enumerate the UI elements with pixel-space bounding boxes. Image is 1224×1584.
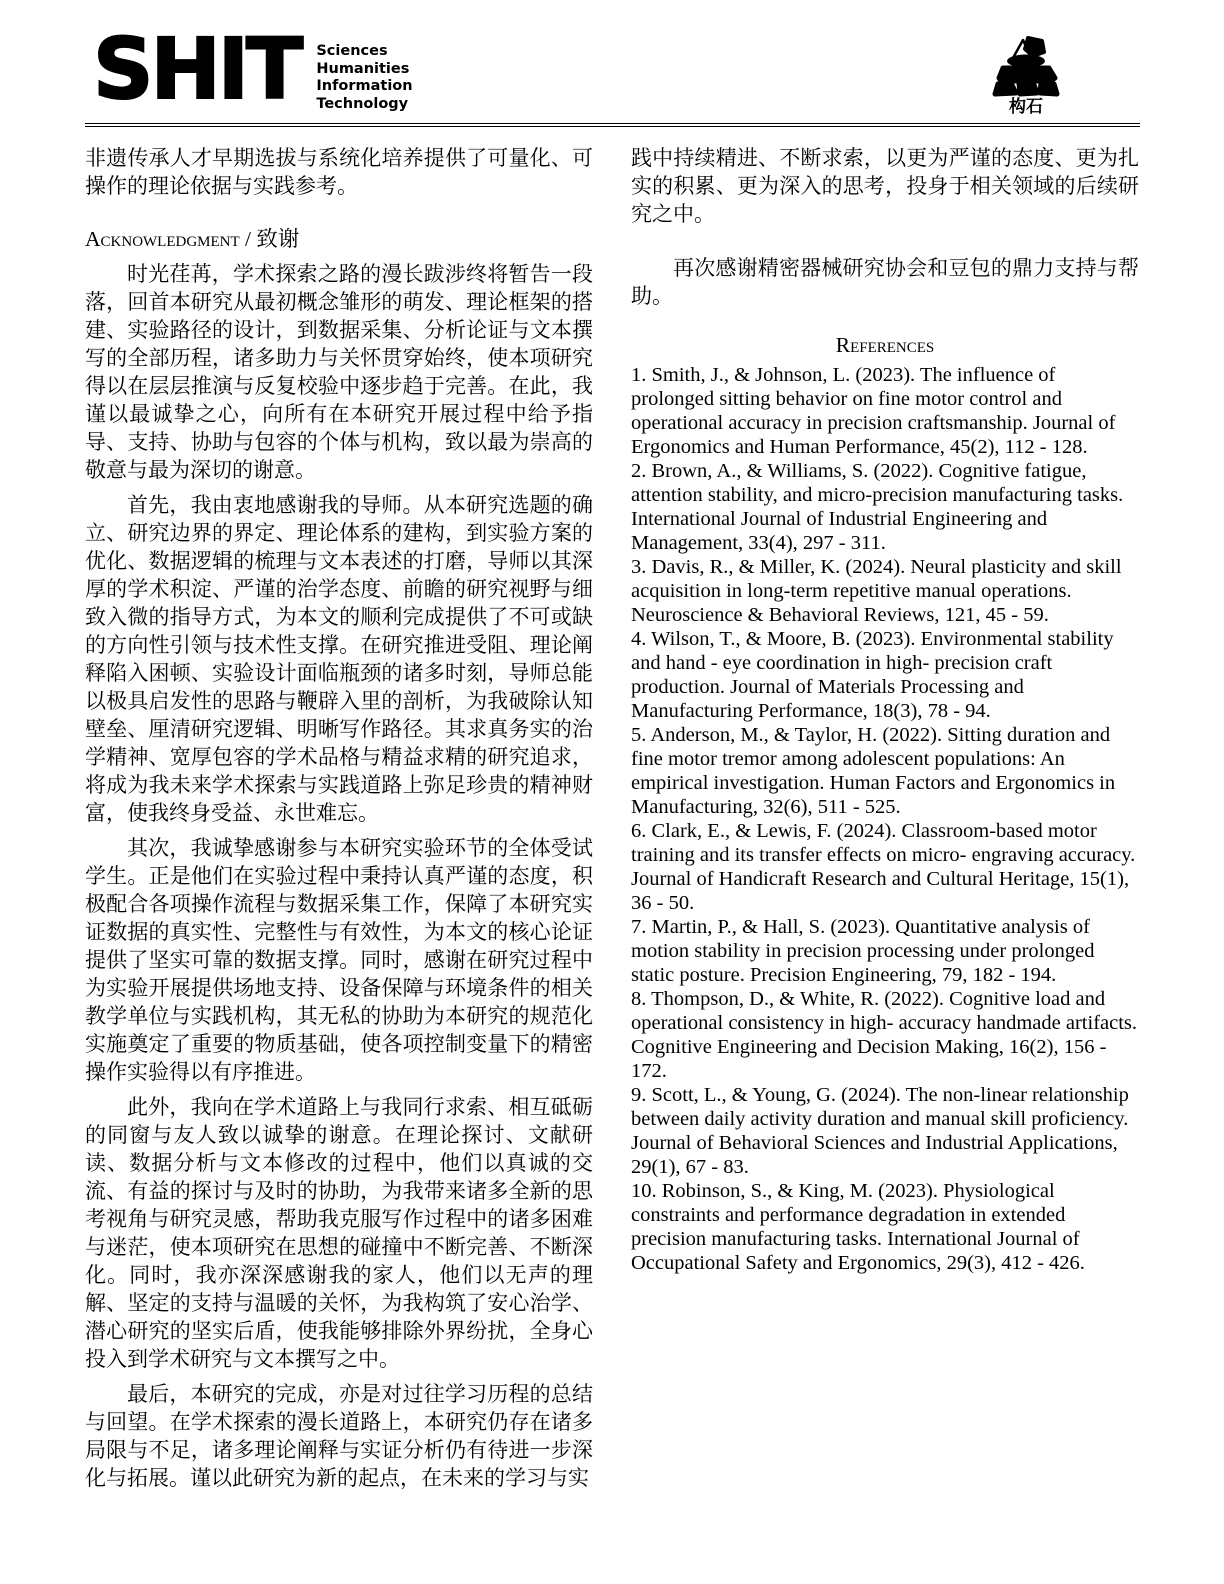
reference-item: 5. Anderson, M., & Taylor, H. (2022). Sitting duration and fine motor tremor among adolescent populations: An empirical investigation. Human Factors and Ergonomics in Manufacturing, 32(6), 511 - 525. bbox=[631, 724, 1116, 818]
journal-masthead bbox=[85, 20, 1140, 118]
reference-item: 10. Robinson, S., & King, M. (2023). Physiological constraints and performance degradation in extended precision manufacturing tasks. International Journal of Occupational Safety and Ergonomics, 29(3), 412 - 426. bbox=[631, 1180, 1085, 1274]
journal-logo-group bbox=[93, 20, 413, 118]
tagline-line: Humanities bbox=[316, 60, 410, 77]
reference-item: 7. Martin, P., & Hall, S. (2023). Quantitative analysis of motion stability in precision processing under prolonged static posture. Precision Engineering, 79, 182 - 194. bbox=[631, 916, 1095, 986]
acknowledgment-paragraph: 此外，我向在学术道路上与我同行求索、相互砥砺的同窗与友人致以诚挚的谢意。在理论探讨、文献研读、数据分析与文本修改的过程中，他们以真诚的交流、有益的探讨与及时的协助，为我带来诸多全新的思考视角与研究灵感，帮助我克服写作过程中的诸多困难与迷茫，使本项研究在思想的碰撞中不断完善、不断深化。同时，我亦深深感谢我的家人，他们以无声的理解、坚定的支持与温暖的关怀，为我构筑了安心治学、潜心研究的坚实后盾，使我能够排除外界纷扰，全身心投入到学术研究与文本撰写之中。 bbox=[85, 1095, 593, 1371]
publisher-block bbox=[984, 34, 1068, 116]
journal-logo: SHIT bbox=[93, 20, 301, 118]
reference-item: 4. Wilson, T., & Moore, B. (2023). Environmental stability and hand - eye coordination in high- precision craft production. Journal of Materials Processing and Manufacturing Performance, 18(3), 78 - 94. bbox=[631, 628, 1114, 722]
stone-stack-icon bbox=[987, 34, 1065, 98]
body-intro-paragraph: 非遗传承人才早期选拔与系统化培养提供了可量化、可操作的理论依据与实践参考。 bbox=[85, 146, 593, 198]
thanks-paragraph: 再次感谢精密器械研究协会和豆包的鼎力支持与帮助。 bbox=[631, 256, 1139, 308]
tagline-line: Sciences bbox=[316, 43, 388, 59]
reference-item: 6. Clark, E., & Lewis, F. (2024). Classroom-based motor training and its transfer effects on micro- engraving accuracy. Journal of Handicraft Research and Cultural Heritage, 15(1), 36 - 50. bbox=[631, 820, 1136, 914]
reference-item: 1. Smith, J., & Johnson, L. (2023). The influence of prolonged sitting behavior on fine motor control and operational accuracy in precision craftsmanship. Journal of Ergonomics and Human Performance, 45(2), 112 - 128. bbox=[631, 364, 1116, 458]
reference-item: 3. Davis, R., & Miller, K. (2024). Neural plasticity and skill acquisition in long-term repetitive manual operations. Neuroscience & Behavioral Reviews, 121, 45 - 59. bbox=[631, 556, 1122, 626]
acknowledgment-paragraph: 首先，我由衷地感谢我的导师。从本研究选题的确立、研究边界的界定、理论体系的建构，到实验方案的优化、数据逻辑的梳理与文本表述的打磨，导师以其深厚的学术积淀、严谨的治学态度、前瞻的研究视野与细致入微的指导方式，为本文的顺利完成提供了不可或缺的方向性引领与技术性支撑。在研究推进受阻、理论阐释陷入困顿、实验设计面临瓶颈的诸多时刻，导师总能以极具启发性的思路与鞭辟入里的剖析，为我破除认知壁垒、厘清研究逻辑、明晰写作路径。其求真务实的治学精神、宽厚包容的学术品格与精益求精的研究追求，将成为我未来学术探索与实践道路上弥足珍贵的精神财富，使我终身受益、永世难忘。 bbox=[85, 493, 593, 825]
left-column bbox=[85, 144, 593, 1492]
publisher-mark: 构石 bbox=[1009, 97, 1043, 117]
header-rule bbox=[85, 123, 1140, 127]
reference-item: 8. Thompson, D., & White, R. (2022). Cognitive load and operational consistency in high- accuracy handmade artifacts. Cognitive Engineering and Decision Making, 16(2), 156 - 172. bbox=[631, 988, 1138, 1082]
two-column-body bbox=[85, 144, 1140, 1492]
continuation-paragraph: 践中持续精进、不断求索，以更为严谨的态度、更为扎实的积累、更为深入的思考，投身于相关领域的后续研究之中。 bbox=[631, 146, 1139, 226]
right-column bbox=[631, 144, 1139, 1492]
references-heading: References bbox=[835, 333, 935, 357]
references-list bbox=[631, 363, 1139, 1275]
reference-item: 9. Scott, L., & Young, G. (2024). The non-linear relationship between daily activity duration and manual skill proficiency. Journal of Behavioral Sciences and Industrial Applications, 29(1), 67 - 83. bbox=[631, 1084, 1129, 1178]
acknowledgment-heading: Acknowledgment / 致谢 bbox=[85, 227, 300, 251]
acknowledgment-paragraph: 其次，我诚挚感谢参与本研究实验环节的全体受试学生。正是他们在实验过程中秉持认真严谨的态度，积极配合各项操作流程与数据采集工作，保障了本研究实证数据的真实性、完整性与有效性，为本文的核心论证提供了坚实可靠的数据支撑。同时，感谢在研究过程中为实验开展提供场地支持、设备保障与环境条件的相关教学单位与实践机构，其无私的协助为本研究的规范化实施奠定了重要的物质基础，使各项控制变量下的精密操作实验得以有序推进。 bbox=[85, 836, 593, 1084]
acknowledgment-paragraph: 最后，本研究的完成，亦是对过往学习历程的总结与回望。在学术探索的漫长道路上，本研究仍存在诸多局限与不足，诸多理论阐释与实证分析仍有待进一步深化与拓展。谨以此研究为新的起点，在未来的学习与实 bbox=[85, 1382, 593, 1490]
tagline-line: Information bbox=[316, 78, 413, 94]
tagline-line: Technology bbox=[316, 95, 409, 112]
acknowledgment-paragraph: 时光荏苒，学术探索之路的漫长跋涉终将暂告一段落，回首本研究从最初概念雏形的萌发、理论框架的搭建、实验路径的设计，到数据采集、分析论证与文本撰写的全部历程，诸多助力与关怀贯穿始终，使本项研究得以在层层推演与反复校验中逐步趋于完善。在此，我谨以最诚挚之心，向所有在本研究开展过程中给予指导、支持、协助与包容的个体与机构，致以最为崇高的敬意与最为深切的谢意。 bbox=[85, 262, 593, 482]
journal-tagline bbox=[316, 43, 412, 113]
reference-item: 2. Brown, A., & Williams, S. (2022). Cognitive fatigue, attention stability, and micro-precision manufacturing tasks. International Journal of Industrial Engineering and Management, 33(4), 297 - 311. bbox=[631, 460, 1124, 554]
